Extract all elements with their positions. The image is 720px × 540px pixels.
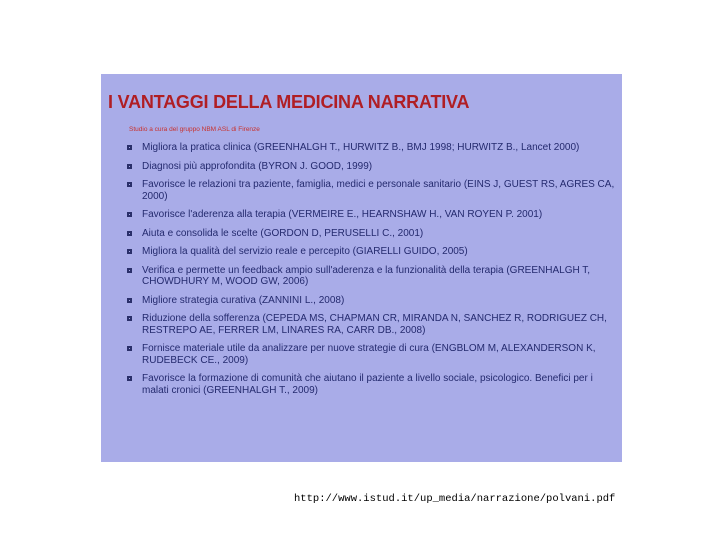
list-item-text: Favorisce l'aderenza alla terapia (VERMEIRE E., HEARNSHAW H., VAN ROYEN P. 2001)	[142, 209, 543, 220]
list-item	[123, 246, 618, 258]
list-item-text: Fornisce materiale utile da analizzare per nuove strategie di cura (ENGBLOM M, ALEXANDERSON K, RUDEBECK CE., 2009)	[142, 343, 596, 366]
checkbox-bullet-icon	[127, 346, 132, 351]
list-item	[123, 265, 618, 288]
list-item	[123, 209, 618, 221]
slide-subtitle: Studio a cura del gruppo NBM ASL di Firenze	[129, 126, 260, 133]
checkbox-bullet-icon	[127, 164, 132, 169]
slide-title: I VANTAGGI DELLA MEDICINA NARRATIVA	[108, 92, 470, 112]
list-item	[123, 142, 618, 154]
checkbox-bullet-icon	[127, 145, 132, 150]
checkbox-bullet-icon	[127, 249, 132, 254]
checkbox-bullet-icon	[127, 316, 132, 321]
list-item	[123, 228, 618, 240]
list-item	[123, 373, 618, 396]
checkbox-bullet-icon	[127, 182, 132, 187]
source-url[interactable]: http://www.istud.it/up_media/narrazione/polvani.pdf	[294, 493, 616, 505]
slide	[101, 74, 622, 462]
list-item-text: Aiuta e consolida le scelte (GORDON D, PERUSELLI C., 2001)	[142, 227, 424, 239]
checkbox-bullet-icon	[127, 298, 132, 303]
list-item-text: Migliora la pratica clinica (GREENHALGH T., HURWITZ B., BMJ 1998; HURWITZ B., Lancet 2000)	[142, 142, 580, 153]
checkbox-bullet-icon	[127, 212, 132, 217]
checkbox-bullet-icon	[127, 376, 132, 381]
list-item	[123, 161, 618, 173]
list-item-text: Favorisce la formazione di comunità che aiutano il paziente a livello sociale, psicologico. Benefici per i malati cronici (GREENHALGH T., 2009)	[142, 373, 593, 396]
list-item-text: Riduzione della sofferenza (CEPEDA MS, CHAPMAN CR, MIRANDA N, SANCHEZ R, RODRIGUEZ CH, RESTREPO AE, FERRER LM, LINARES RA, CARR DB., 2008)	[142, 313, 607, 336]
list-item-text: Verifica e permette un feedback ampio sull'aderenza e la funzionalità della terapia (GREENHALGH T, CHOWDHURY M, WOOD GW, 2006)	[142, 264, 591, 287]
list-item-text: Migliora la qualità del servizio reale e percepito (GIARELLI GUIDO, 2005)	[142, 246, 468, 257]
list-item	[123, 343, 618, 366]
list-item-text: Migliore strategia curativa (ZANNINI L., 2008)	[142, 294, 345, 306]
list-item	[123, 179, 618, 202]
list-item-text: Favorisce le relazioni tra paziente, famiglia, medici e personale sanitario (EINS J, GUEST RS, AGRES CA, 2000)	[142, 179, 615, 202]
checkbox-bullet-icon	[127, 231, 132, 236]
list-item	[123, 313, 618, 336]
list-item	[123, 295, 618, 307]
checkbox-bullet-icon	[127, 268, 132, 273]
benefits-list	[123, 142, 618, 403]
list-item-text: Diagnosi più approfondita (BYRON J. GOOD, 1999)	[142, 160, 373, 172]
